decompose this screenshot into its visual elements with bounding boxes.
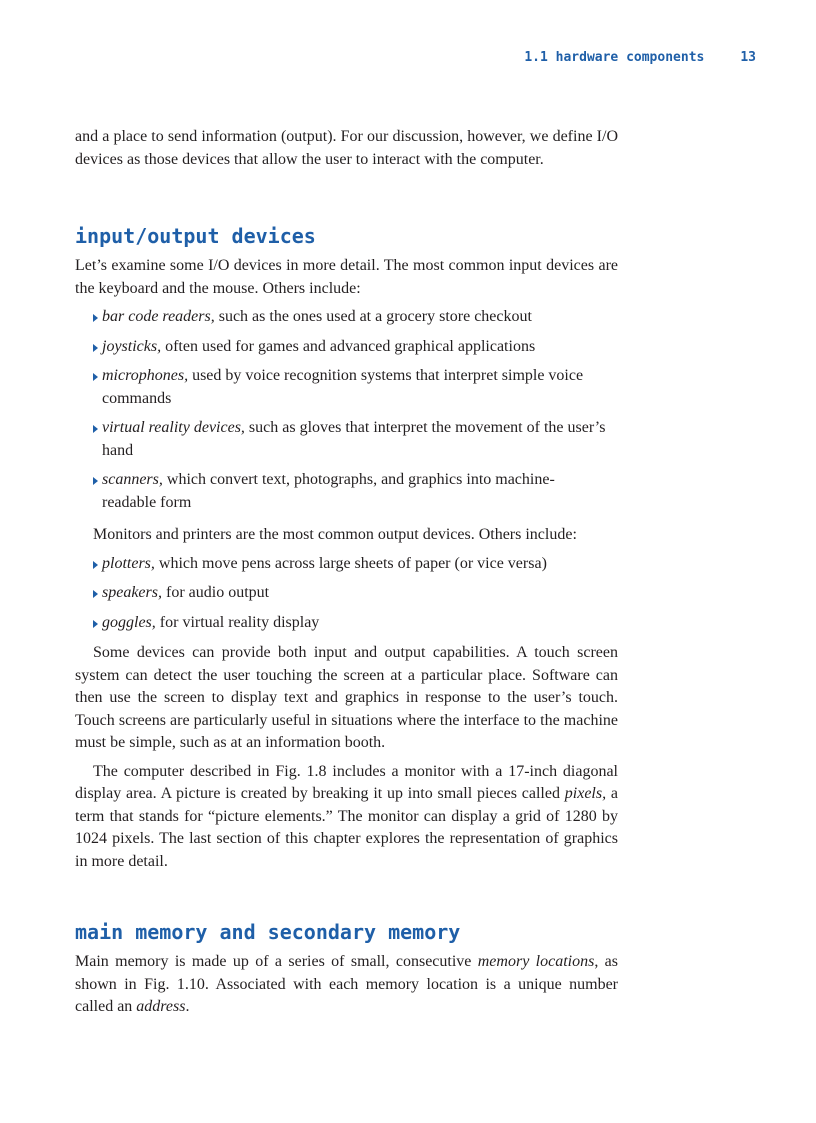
bullet-icon [93, 590, 98, 598]
list-item [93, 612, 607, 635]
term-description: often used for games and advanced graphical applications [161, 337, 536, 355]
monitor-text-2: a term that stands for “picture elements.” The monitor can display a grid of 1280 by 1024 pixels. The last section of this chapter explores the representation of graphics in more detail. [75, 785, 618, 870]
list-item [93, 417, 607, 462]
section-heading-memory: main memory and secondary memory [75, 920, 461, 944]
running-head [400, 50, 756, 65]
term: memory locations [477, 953, 595, 970]
io-lead-paragraph: Let’s examine some I/O devices in more detail. The most common input devices are the keyboard and the mouse. Others include: [75, 257, 618, 297]
touch-screen-paragraph: Some devices can provide both input and output capabilities. A touch screen system can detect the user touching the screen at a particular place. Software can then use the screen to display text and graphics in response to the user’s touch. Touch screens are particularly useful in situations where the interface to the machine must be simple, such as at an information booth. [75, 644, 618, 751]
memory-paragraph [75, 951, 618, 1019]
bullet-icon [93, 314, 98, 322]
list-item [93, 336, 607, 359]
output-device-list [75, 553, 618, 635]
term: speakers, [102, 584, 162, 601]
memory-text-3: . [185, 998, 190, 1015]
term-description: for virtual reality display [155, 613, 320, 631]
term: address [136, 998, 186, 1015]
bullet-icon [93, 344, 98, 352]
bullet-icon [93, 373, 98, 381]
list-item [93, 469, 607, 514]
output-lead-paragraph: Monitors and printers are the most common output devices. Others include: [93, 526, 577, 543]
term-description: for audio output [161, 584, 270, 601]
bullet-icon [93, 477, 98, 485]
term: goggles, [102, 613, 156, 631]
input-device-list [75, 306, 618, 514]
term-description: used by voice recognition systems that interpret simple voice commands [102, 367, 584, 407]
list-item [93, 553, 607, 576]
term-description: which convert text, photographs, and graphics into machine-readable form [102, 471, 555, 511]
term: bar code readers, [102, 308, 215, 325]
memory-text-1: Main memory is made up of a series of small, consecutive [75, 953, 478, 970]
term-description: which move pens across large sheets of paper (or vice versa) [154, 554, 547, 572]
section-heading-io: input/output devices [75, 224, 316, 248]
term-description: such as gloves that interpret the movement of the user’s hand [102, 419, 606, 459]
monitor-text-1: The computer described in Fig. 1.8 includes a monitor with a 17-inch diagonal display area. A picture is created by breaking it up into small pieces called [75, 762, 618, 802]
list-item [93, 306, 607, 329]
term: virtual reality devices, [102, 419, 245, 436]
bullet-icon [93, 561, 98, 569]
term: scanners, [102, 471, 163, 488]
memory-text-2: , as shown in Fig. 1.10. Associated with each memory location is a unique number called an [75, 953, 618, 1015]
term: joysticks, [102, 337, 162, 355]
page-body [75, 126, 618, 1019]
intro-paragraph: and a place to send information (output). For our discussion, however, we define I/O devices as those devices that allow the user to interact with the computer. [75, 128, 618, 168]
list-item [93, 582, 607, 605]
term-description: such as the ones used at a grocery store checkout [214, 308, 532, 325]
monitor-paragraph [75, 761, 618, 874]
term: microphones, [102, 367, 189, 384]
bullet-icon [93, 620, 98, 628]
term: plotters, [102, 554, 155, 572]
page-number: 13 [740, 50, 756, 65]
term: pixels, [564, 785, 607, 802]
section-title: 1.1 hardware components [524, 50, 705, 65]
list-item [93, 365, 607, 410]
bullet-icon [93, 425, 98, 433]
